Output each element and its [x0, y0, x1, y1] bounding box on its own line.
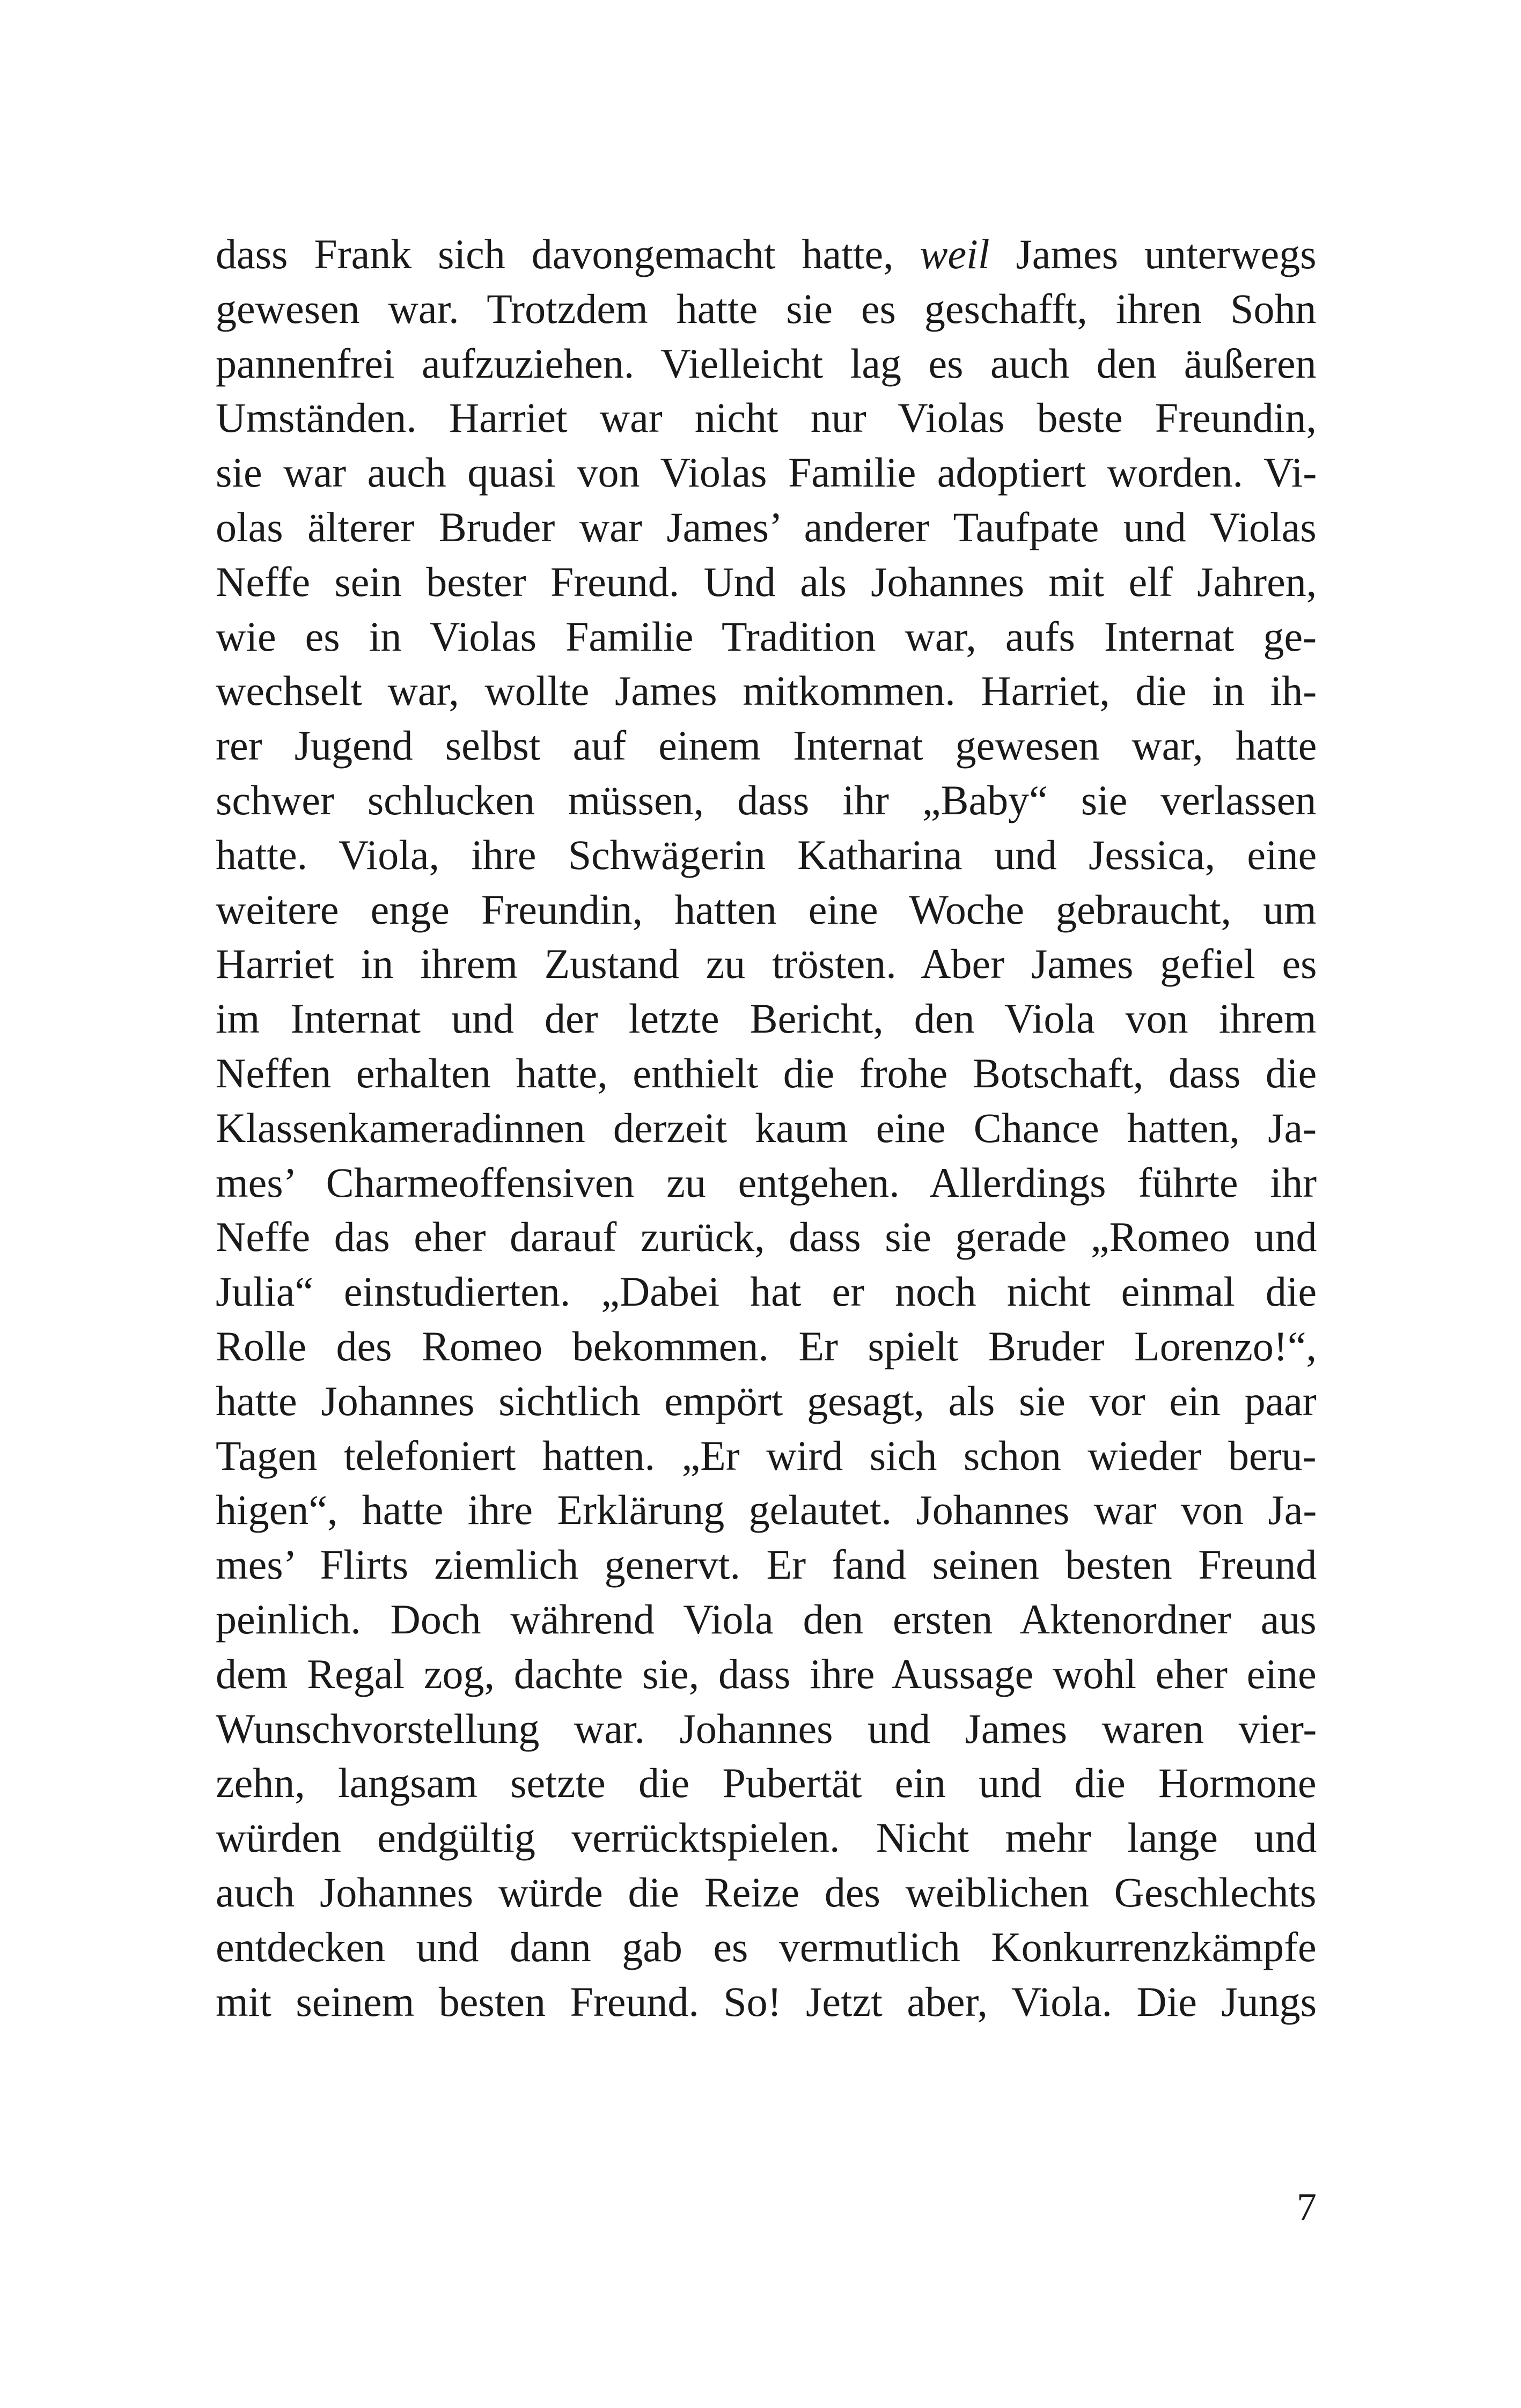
text-line-21: Rolle des Romeo bekommen. Er spielt Bruder Lorenzo!“, [216, 1322, 1317, 1369]
text-line-33: mit seinem besten Freund. So! Jetzt aber, Viola. Die Jungs [216, 1978, 1317, 2025]
body-text [216, 227, 1317, 2029]
text-line-12: hatte. Viola, ihre Schwägerin Katharina und Jessica, eine [216, 831, 1317, 878]
text-line-15: im Internat und der letzte Bericht, den Viola von ihrem [216, 995, 1317, 1042]
text-line-6: olas älterer Bruder war James’ anderer Taufpate und Violas [216, 503, 1317, 550]
text-line-28: Wunschvorstellung war. Johannes und James waren vier- [216, 1705, 1317, 1752]
text-line-9: wechselt war, wollte James mitkommen. Harriet, die in ih- [216, 667, 1317, 715]
text-line-14: Harriet in ihrem Zustand zu trösten. Aber James gefiel es [216, 940, 1317, 988]
text-line-24: higen“, hatte ihre Erklärung gelautet. Johannes war von Ja- [216, 1486, 1317, 1534]
text-line-27: dem Regal zog, dachte sie, dass ihre Aussage wohl eher eine [216, 1650, 1317, 1697]
text-line-7: Neffe sein bester Freund. Und als Johannes mit elf Jahren, [216, 558, 1317, 605]
text-line-17: Klassenkameradinnen derzeit kaum eine Chance hatten, Ja- [216, 1104, 1317, 1151]
text-line-19: Neffe das eher darauf zurück, dass sie gerade „Romeo und [216, 1213, 1317, 1261]
text-line-26: peinlich. Doch während Viola den ersten Aktenordner aus [216, 1595, 1317, 1643]
text-line-23: Tagen telefoniert hatten. „Er wird sich schon wieder beru- [216, 1432, 1317, 1479]
text-line-25: mes’ Flirts ziemlich genervt. Er fand seinen besten Freund [216, 1541, 1317, 1588]
text-line-2: gewesen war. Trotzdem hatte sie es geschafft, ihren Sohn [216, 285, 1317, 332]
text-line-1: dass Frank sich davongemacht hatte, weil James unterwegs [216, 231, 1317, 277]
text-line-5: sie war auch quasi von Violas Familie adoptiert worden. Vi- [216, 449, 1317, 496]
text-line-32: entdecken und dann gab es vermutlich Konkurrenzkämpfe [216, 1923, 1317, 1970]
page-number: 7 [1297, 2185, 1317, 2229]
text-line-4: Umständen. Harriet war nicht nur Violas beste Freundin, [216, 394, 1317, 441]
text-line-18: mes’ Charmeoffensiven zu entgehen. Allerdings führte ihr [216, 1159, 1317, 1206]
text-line-3: pannenfrei aufzuziehen. Vielleicht lag es auch den äußeren [216, 340, 1317, 387]
text-line-11: schwer schlucken müssen, dass ihr „Baby“ sie verlassen [216, 776, 1317, 823]
emphasis-word: weil [920, 231, 990, 277]
text-line-8: wie es in Violas Familie Tradition war, aufs Internat ge- [216, 613, 1317, 660]
text-line-31: auch Johannes würde die Reize des weiblichen Geschlechts [216, 1868, 1317, 1916]
text-line-10: rer Jugend selbst auf einem Internat gewesen war, hatte [216, 722, 1317, 769]
text-line-20: Julia“ einstudierten. „Dabei hat er noch nicht einmal die [216, 1268, 1317, 1315]
text-line-22: hatte Johannes sichtlich empört gesagt, als sie vor ein paar [216, 1377, 1317, 1424]
text-line-29: zehn, langsam setzte die Pubertät ein und die Hormone [216, 1759, 1317, 1807]
text-line-30: würden endgültig verrücktspielen. Nicht mehr lange und [216, 1814, 1317, 1861]
text-line-13: weitere enge Freundin, hatten eine Woche gebraucht, um [216, 886, 1317, 933]
text-line-16: Neffen erhalten hatte, enthielt die frohe Botschaft, dass die [216, 1049, 1317, 1096]
